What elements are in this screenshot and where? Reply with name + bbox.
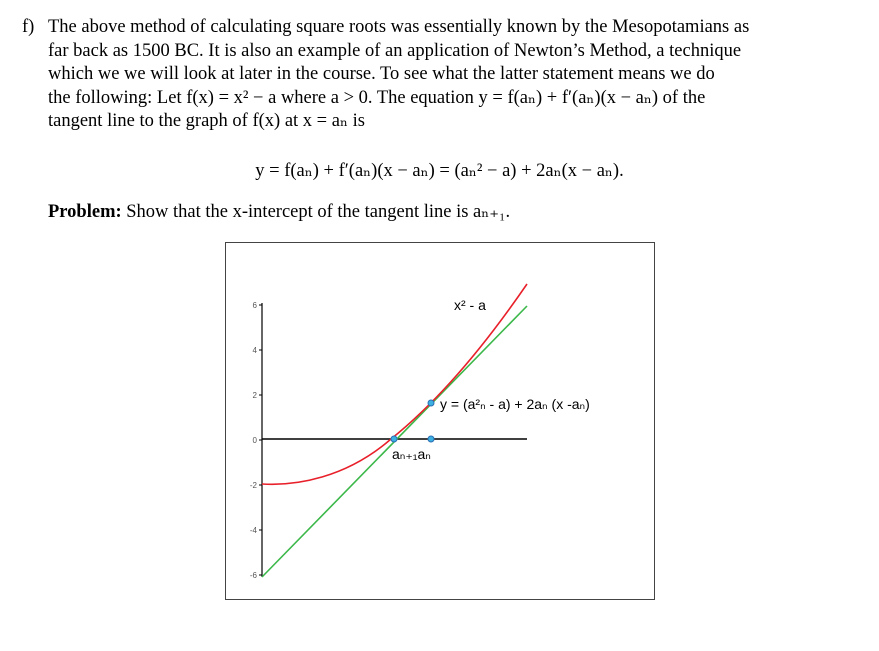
y-ticks: [250, 301, 262, 580]
y-tick-label: 6: [252, 301, 257, 310]
y-tick-label: -2: [249, 481, 257, 490]
paragraph-line: far back as 1500 BC. It is also an example of an application of Newton’s Method, a technique: [48, 40, 742, 61]
paragraph-line: The above method of calculating square roots was essentially known by the Mesopotamians as: [48, 17, 750, 37]
paragraph-line: the following: Let f(x) = x² − a where a > 0. The equation y = f(aₙ) + f′(aₙ)(x − aₙ) of the: [48, 87, 706, 108]
y-tick-label: -4: [249, 526, 257, 535]
y-tick-label: 4: [252, 346, 257, 355]
tangent-point: [428, 400, 434, 406]
problem-label: Problem:: [48, 202, 122, 222]
problem-text: Show that the x-intercept of the tangent line is aₙ₊₁.: [126, 202, 511, 222]
paragraph-lines: [48, 16, 838, 134]
curve-label: x² - a: [454, 297, 486, 313]
paragraph-line: tangent line to the graph of f(x) at x = aₙ is: [48, 111, 365, 131]
y-tick-label: 0: [252, 436, 257, 445]
y-tick-label: 2: [252, 391, 257, 400]
tangent-equation: y = f(aₙ) + f′(aₙ)(x − aₙ) = (aₙ² − a) + 2aₙ(x − aₙ).: [255, 161, 624, 181]
problem-statement: [48, 201, 510, 223]
paragraph-line: which we we will look at later in the course. To see what the latter statement means we do: [48, 64, 715, 84]
newton-method-figure: [225, 242, 655, 600]
item-label: f): [22, 17, 35, 37]
point-a-n: [428, 436, 434, 442]
tangent-label: y = (a²ₙ - a) + 2aₙ (x -aₙ): [440, 396, 590, 412]
point-labels: aₙ₊₁aₙ: [392, 446, 431, 462]
point-a-n-plus-1: [391, 436, 397, 442]
figure-plot: [226, 243, 654, 599]
y-tick-label: -6: [249, 571, 257, 580]
